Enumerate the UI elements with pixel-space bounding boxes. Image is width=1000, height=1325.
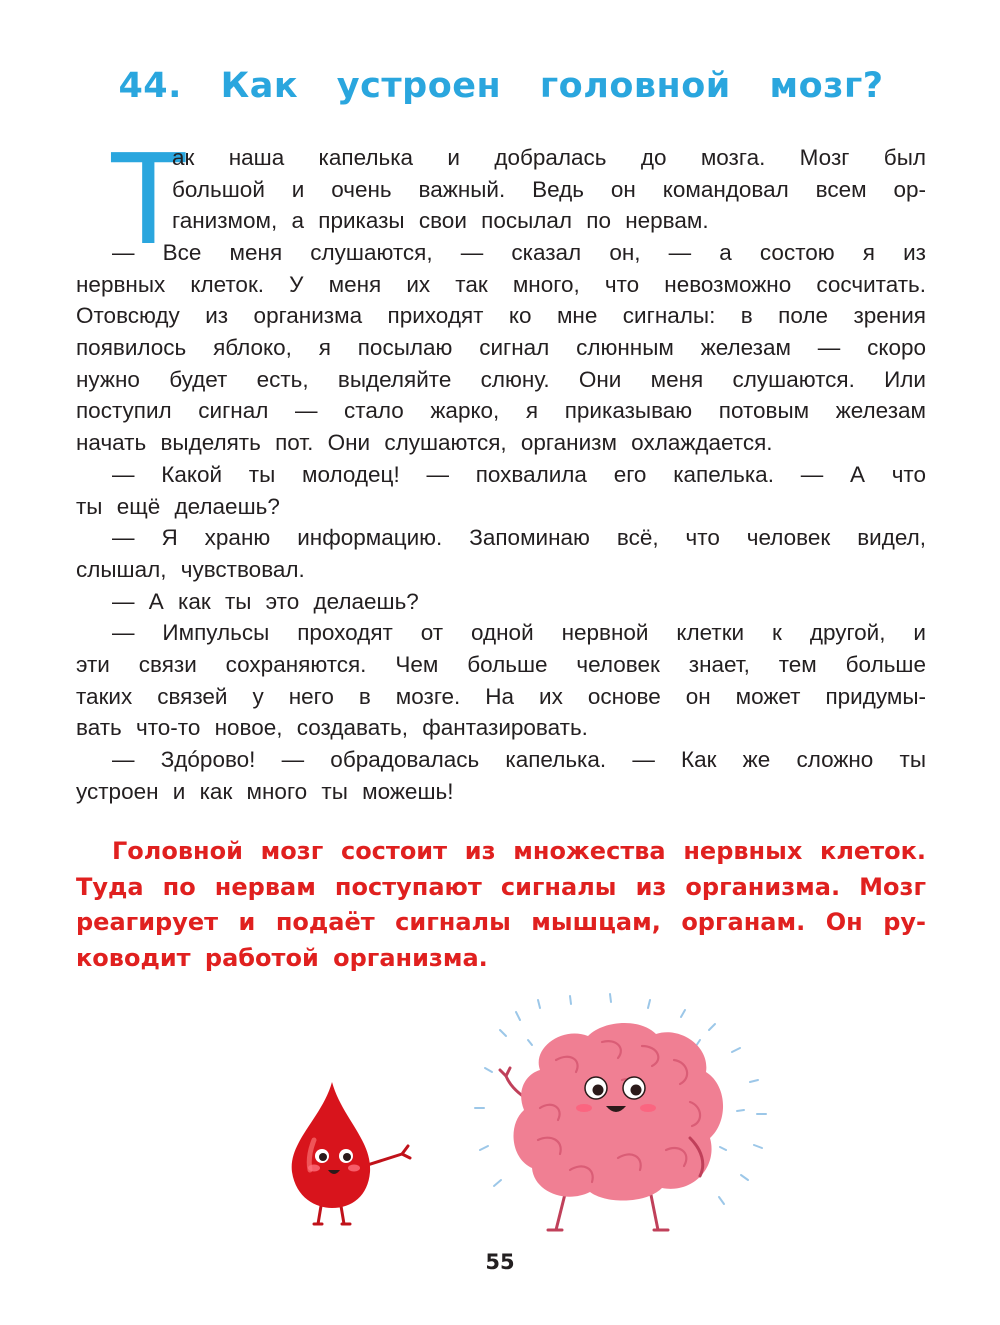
text-line: таких связей у него в мозге. На их основе он может придумы- — [76, 683, 926, 709]
text-line: эти связи сохраняются. Чем больше человек знает, тем больше — [76, 651, 926, 677]
page-title: 44. Как устроен головной мозг? — [118, 66, 884, 106]
text-line: — Все меня слушаются, — сказал он, — а состою я из — [112, 240, 926, 265]
brain-character — [500, 1023, 723, 1230]
text-line: устроен и как много ты можешь! — [76, 778, 454, 804]
drop-and-brain-illustration — [270, 990, 910, 1240]
text-line: — Импульсы проходят от одной нервной клетки к другой, и — [112, 620, 926, 646]
text-line: нужно будет есть, выделяйте слюну. Они меня слушаются. Или — [76, 366, 926, 392]
fact-line: Туда по нервам поступают сигналы из организма. Мозг — [76, 872, 926, 901]
text-line: ты ещё делаешь? — [76, 493, 280, 519]
text-line: большой и очень важный. Ведь он командовал всем ор- — [172, 176, 926, 202]
page-number: 55 — [485, 1250, 515, 1274]
fact-line: ководит работой организма. — [76, 943, 488, 972]
text-line: ганизмом, а приказы свои посылал по нервам. — [172, 208, 709, 234]
text-line: — А как ты это делаешь? — [112, 588, 419, 614]
text-line: вать что-то новое, создавать, фантазировать. — [76, 715, 588, 741]
text-line: ак наша капелька и добралась до мозга. Мозг был — [172, 145, 926, 170]
text-line: появилось яблоко, я посылаю сигнал слюнным железам — скоро — [76, 335, 926, 361]
fact-line: реагирует и подаёт сигналы мышцам, органам. Он ру- — [76, 908, 926, 936]
drop-cap-letter: Т — [108, 124, 189, 271]
story-body — [76, 237, 926, 807]
text-line: — Здóрово! — обрадовалась капелька. — Как же сложно ты — [112, 747, 926, 772]
text-line: — Какой ты молодец! — похвалила его капелька. — А что — [112, 461, 926, 487]
text-line: начать выделять пот. Они слушаются, организм охлаждается. — [76, 430, 773, 456]
fact-line: Головной мозг состоит из множества нервных клеток. — [112, 837, 926, 865]
text-line: Отовсюду из организма приходят ко мне сигналы: в поле зрения — [76, 303, 926, 329]
text-line: поступил сигнал — стало жарко, я приказываю потовым железам — [76, 398, 926, 424]
blood-drop-character — [292, 1082, 410, 1224]
text-line: — Я храню информацию. Запоминаю всё, что человек видел, — [112, 525, 926, 551]
text-line: слышал, чувствовал. — [76, 556, 305, 582]
story-intro — [172, 142, 926, 238]
text-line: нервных клеток. У меня их так много, что невозможно сосчитать. — [76, 271, 926, 297]
key-fact-block — [76, 834, 926, 979]
